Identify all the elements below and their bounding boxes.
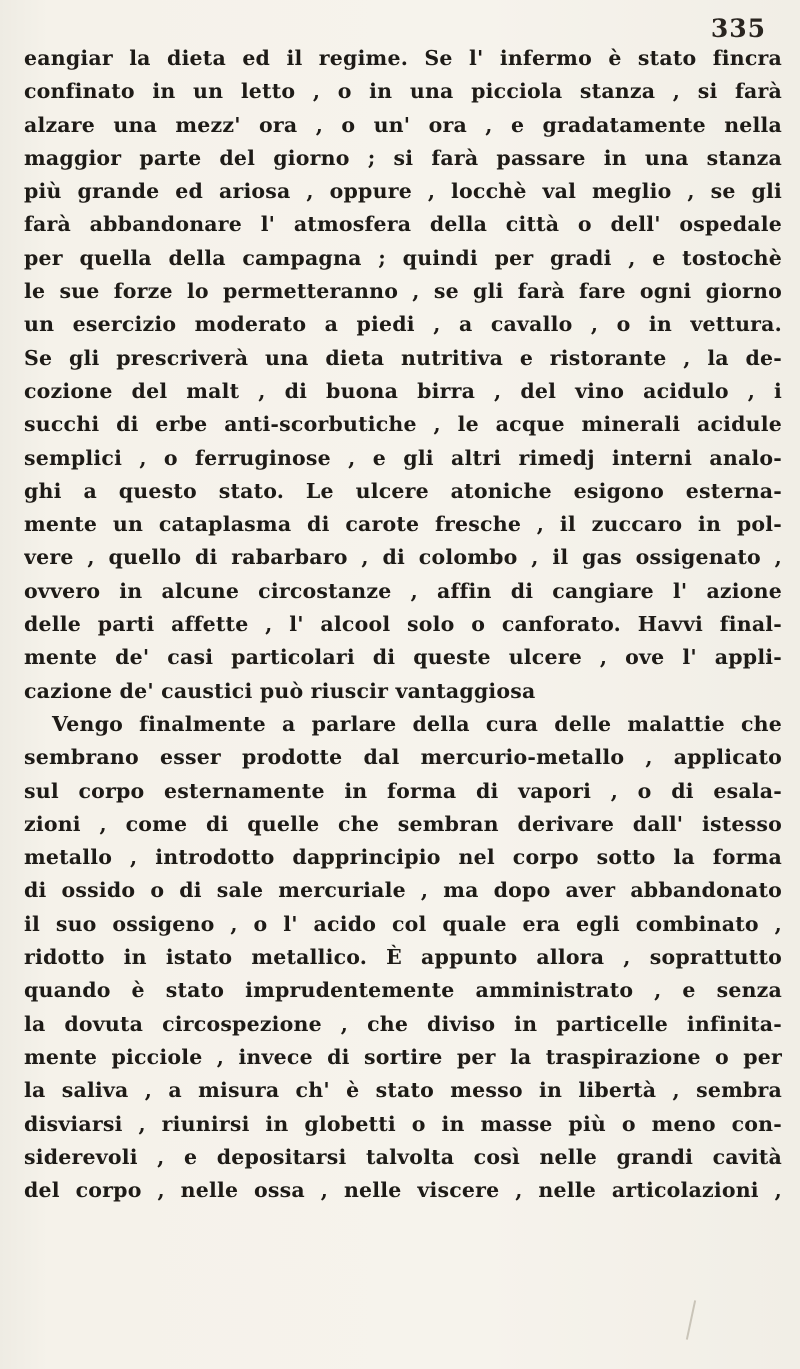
text-line: semplici , o ferruginose , e gli altri rimedj interni analo- xyxy=(24,445,782,470)
text-line: eangiar la dieta ed il regime. Se l' infermo è stato fincra xyxy=(24,46,782,70)
text-line: mente picciole , invece di sortire per la traspirazione o per xyxy=(24,1044,782,1069)
text-line: il suo ossigeno , o l' acido col quale era egli combinato , xyxy=(24,911,782,936)
text-line: confinato in un letto , o in una picciola stanza , si farà xyxy=(24,79,782,104)
text-line: le sue forze lo permetteranno , se gli farà fare ogni giorno xyxy=(24,279,782,304)
text-line: sembrano esser prodotte dal mercurio-metallo , applicato xyxy=(24,745,782,770)
text-line: per quella della campagna ; quindi per gradi , e tostochè xyxy=(24,245,782,270)
text-line: mente un cataplasma di carote fresche , il zuccaro in pol- xyxy=(24,512,782,537)
text-line: di ossido o di sale mercuriale , ma dopo aver abbandonato xyxy=(24,878,782,903)
text-line: ovvero in alcune circostanze , affin di cangiare l' azione xyxy=(24,578,782,603)
text-line: la saliva , a misura ch' è stato messo in libertà , sembra xyxy=(24,1078,782,1103)
text-line: mente de' casi particolari di queste ulcere , ove l' appli- xyxy=(24,645,782,670)
text-line: siderevoli , e depositarsi talvolta così nelle grandi cavità xyxy=(24,1144,782,1169)
paper-mark xyxy=(686,1300,696,1340)
text-line: succhi di erbe anti-scorbutiche , le acque minerali acidule xyxy=(24,412,782,437)
text-line: cozione del malt , di buona birra , del vino acidulo , i xyxy=(24,378,782,403)
text-line: del corpo , nelle ossa , nelle viscere , nelle articolazioni , xyxy=(24,1178,782,1203)
paragraph-start-line: Vengo finalmente a parlare della cura delle malattie che xyxy=(52,711,782,736)
text-line: un esercizio moderato a piedi , a cavallo , o in vettura. xyxy=(24,312,782,337)
body-text xyxy=(24,42,782,1207)
text-line: maggior parte del giorno ; si farà passare in una stanza xyxy=(24,145,782,170)
text-line: ghi a questo stato. Le ulcere atoniche esigono esterna- xyxy=(24,478,782,503)
text-line: delle parti affette , l' alcool solo o canforato. Havvi final- xyxy=(24,612,782,637)
paragraph-end-line: cazione de' caustici può riuscir vantaggiosa xyxy=(24,678,536,703)
text-line: più grande ed ariosa , oppure , locchè val meglio , se gli xyxy=(24,179,782,204)
text-line: ridotto in istato metallico. È appunto allora , soprattutto xyxy=(24,945,782,970)
text-line: farà abbandonare l' atmosfera della città o dell' ospedale xyxy=(24,212,782,237)
text-line: disviarsi , riunirsi in globetti o in masse più o meno con- xyxy=(24,1111,782,1136)
text-line: sul corpo esternamente in forma di vapori , o di esala- xyxy=(24,778,782,803)
text-line: quando è stato imprudentemente amministrato , e senza xyxy=(24,978,782,1003)
text-line: alzare una mezz' ora , o un' ora , e gradatamente nella xyxy=(24,112,782,137)
text-line: metallo , introdotto dapprincipio nel corpo sotto la forma xyxy=(24,845,782,870)
text-line: la dovuta circospezione , che diviso in particelle infinita- xyxy=(24,1011,782,1036)
text-line: vere , quello di rabarbaro , di colombo , il gas ossigenato , xyxy=(24,545,782,570)
text-line: zioni , come di quelle che sembran derivare dall' istesso xyxy=(24,811,782,836)
page-number: 335 xyxy=(710,14,766,43)
text-line: Se gli prescriverà una dieta nutritiva e ristorante , la de- xyxy=(24,345,782,370)
